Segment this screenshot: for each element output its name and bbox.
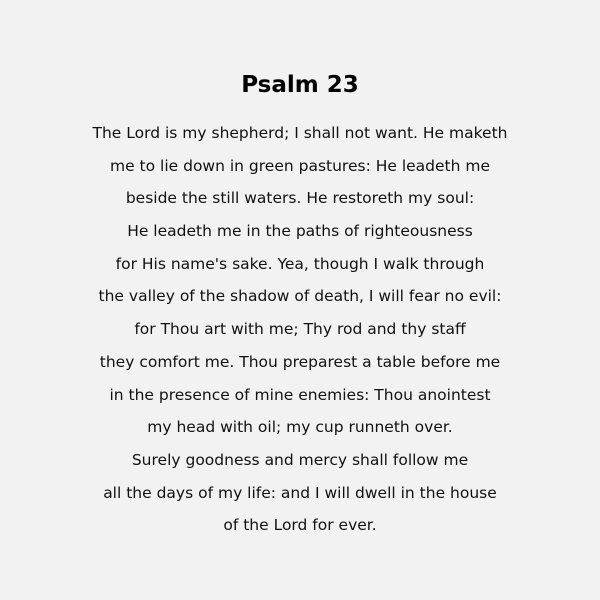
verse-line: beside the still waters. He restoreth my soul: bbox=[125, 189, 475, 208]
verse-line: The Lord is my shepherd; I shall not want. He maketh bbox=[92, 124, 508, 142]
page-title: Psalm 23 bbox=[241, 72, 359, 98]
verse-line: in the presence of mine enemies: Thou anointest bbox=[109, 385, 491, 404]
verse-line: of the Lord for ever. bbox=[223, 516, 377, 535]
verse-line: for His name's sake. Yea, though I walk through bbox=[115, 254, 485, 273]
verse-line: they comfort me. Thou preparest a table before me bbox=[99, 352, 501, 371]
verse-line: Surely goodness and mercy shall follow me bbox=[131, 450, 469, 469]
verse-line: my head with oil; my cup runneth over. bbox=[147, 418, 453, 437]
verse-line: me to lie down in green pastures: He leadeth me bbox=[109, 156, 491, 175]
verse-line: all the days of my life: and I will dwell in the house bbox=[103, 483, 497, 502]
verse-line: He leadeth me in the paths of righteousness bbox=[127, 222, 473, 241]
verse-line: the valley of the shadow of death, I will fear no evil: bbox=[98, 287, 502, 306]
verse-text bbox=[0, 117, 600, 542]
verse-line: for Thou art with me; Thy rod and thy staff bbox=[134, 320, 466, 339]
